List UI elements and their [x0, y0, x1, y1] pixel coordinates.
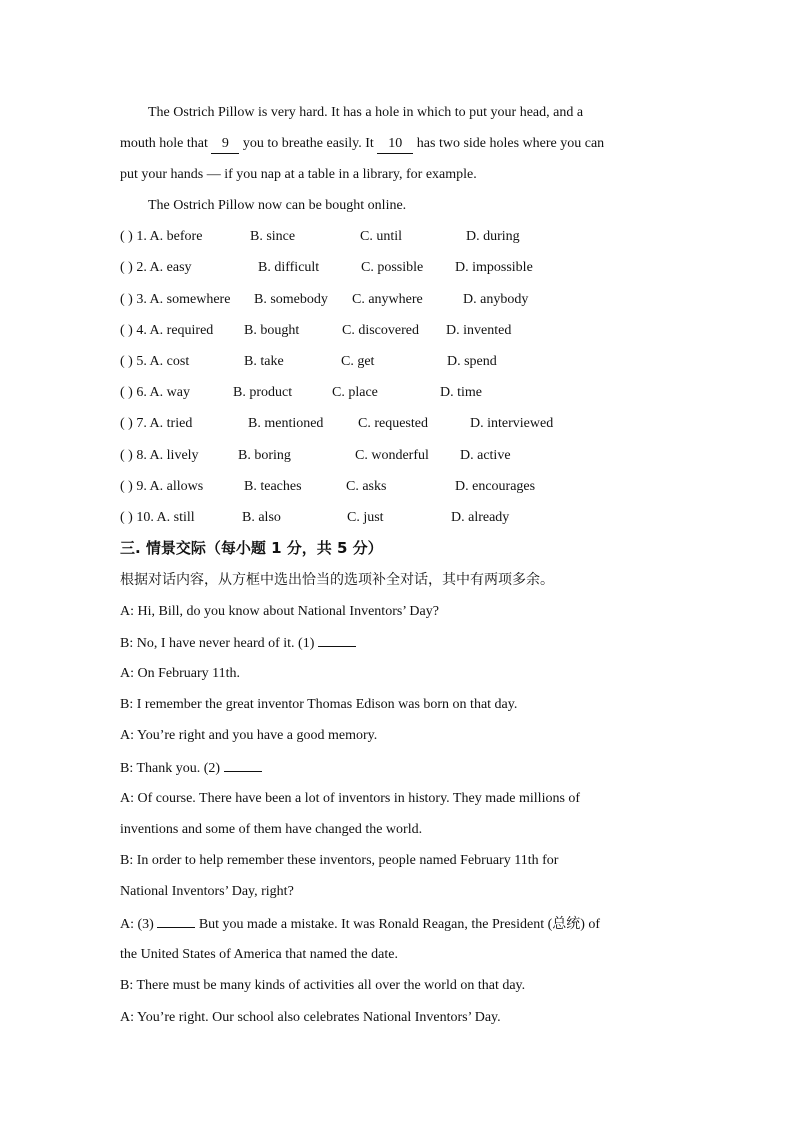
question-1-b: B. since [250, 229, 296, 244]
question-9-c: C. asks [346, 479, 387, 494]
question-6-b: B. product [233, 385, 293, 400]
question-4-b: B. bought [244, 323, 300, 338]
question-7-c: C. requested [358, 416, 428, 431]
question-4-c: C. discovered [342, 323, 419, 338]
question-1-d: D. during [466, 229, 520, 244]
question-6-d: D. time [440, 385, 482, 400]
section-3-heading: 三. 情景交际（每小题 1 分，共 5 分） [120, 539, 383, 557]
question-9-a: ( ) 9. A. allows [120, 479, 204, 494]
question-7-a: ( ) 7. A. tried [120, 416, 193, 431]
question-3-b: B. somebody [254, 292, 328, 307]
dialogue-line-14: A: You’re right. Our school also celebrates National Inventors’ Day. [120, 1010, 501, 1025]
dialogue-line-8: inventions and some of them have changed the world. [120, 822, 423, 837]
dialogue-line-2 [120, 634, 356, 653]
question-10-c: C. just [347, 510, 384, 525]
question-9-d: D. encourages [455, 479, 536, 494]
dialogue-line-12: the United States of America that named the date. [120, 947, 398, 962]
question-5-c: C. get [341, 354, 375, 369]
passage-line-3: put your hands — if you nap at a table in a library, for example. [120, 167, 477, 182]
dialogue-line-13: B: There must be many kinds of activities all over the world on that day. [120, 978, 526, 993]
answer-blank-3 [157, 915, 195, 928]
question-3-a: ( ) 3. A. somewhere [120, 292, 231, 307]
dialogue-line-1: A: Hi, Bill, do you know about National Inventors’ Day? [120, 604, 439, 619]
question-4-d: D. invented [446, 323, 512, 338]
dialogue-line-6 [120, 759, 262, 778]
question-8-b: B. boring [238, 448, 291, 463]
question-2-a: ( ) 2. A. easy [120, 260, 192, 275]
question-10-a: ( ) 10. A. still [120, 510, 195, 525]
section-3-instruction: 根据对话内容，从方框中选出恰当的选项补全对话，其中有两项多余。 [120, 572, 554, 588]
question-2-b: B. difficult [258, 260, 320, 275]
question-2-d: D. impossible [455, 260, 533, 275]
question-2-c: C. possible [361, 260, 424, 275]
dialogue-line-3: A: On February 11th. [120, 666, 241, 681]
question-10-b: B. also [242, 510, 281, 525]
question-6-c: C. place [332, 385, 378, 400]
dialogue-line-10: National Inventors’ Day, right? [120, 884, 294, 899]
dialogue-line-2-text: B: No, I have never heard of it. (1) [120, 636, 318, 651]
question-8-c: C. wonderful [355, 448, 429, 463]
passage-line-2 [120, 135, 604, 154]
question-7-b: B. mentioned [248, 416, 324, 431]
dialogue-line-4: B: I remember the great inventor Thomas Edison was born on that day. [120, 697, 518, 712]
dialogue-line-5: A: You’re right and you have a good memory. [120, 728, 378, 743]
dialogue-line-6-text: B: Thank you. (2) [120, 761, 224, 776]
blank-9: 9 [211, 135, 239, 154]
question-1-a: ( ) 1. A. before [120, 229, 203, 244]
blank-10: 10 [377, 135, 413, 154]
passage-line-2a: mouth hole that [120, 136, 212, 151]
passage-line-1: The Ostrich Pillow is very hard. It has a hole in which to put your head, and a [148, 105, 584, 120]
question-10-d: D. already [451, 510, 510, 525]
question-8-d: D. active [460, 448, 511, 463]
passage-line-4: The Ostrich Pillow now can be bought online. [148, 198, 407, 213]
question-8-a: ( ) 8. A. lively [120, 448, 199, 463]
question-6-a: ( ) 6. A. way [120, 385, 190, 400]
question-9-b: B. teaches [244, 479, 302, 494]
dialogue-line-9: B: In order to help remember these inventors, people named February 11th for [120, 853, 559, 868]
question-5-b: B. take [244, 354, 284, 369]
question-5-d: D. spend [447, 354, 497, 369]
question-4-a: ( ) 4. A. required [120, 323, 214, 338]
passage-line-2b: you to breathe easily. It [239, 136, 378, 151]
answer-blank-1 [318, 634, 356, 647]
question-3-c: C. anywhere [352, 292, 423, 307]
answer-blank-2 [224, 759, 262, 772]
dialogue-line-11b: But you made a mistake. It was Ronald Reagan, the President (总统) of [195, 917, 601, 932]
passage-line-2c: has two side holes where you can [413, 136, 605, 151]
question-7-d: D. interviewed [470, 416, 554, 431]
dialogue-line-7: A: Of course. There have been a lot of inventors in history. They made millions of [120, 791, 581, 806]
question-5-a: ( ) 5. A. cost [120, 354, 190, 369]
dialogue-line-11 [120, 915, 600, 934]
dialogue-line-11a: A: (3) [120, 917, 158, 932]
question-1-c: C. until [360, 229, 403, 244]
question-3-d: D. anybody [463, 292, 529, 307]
